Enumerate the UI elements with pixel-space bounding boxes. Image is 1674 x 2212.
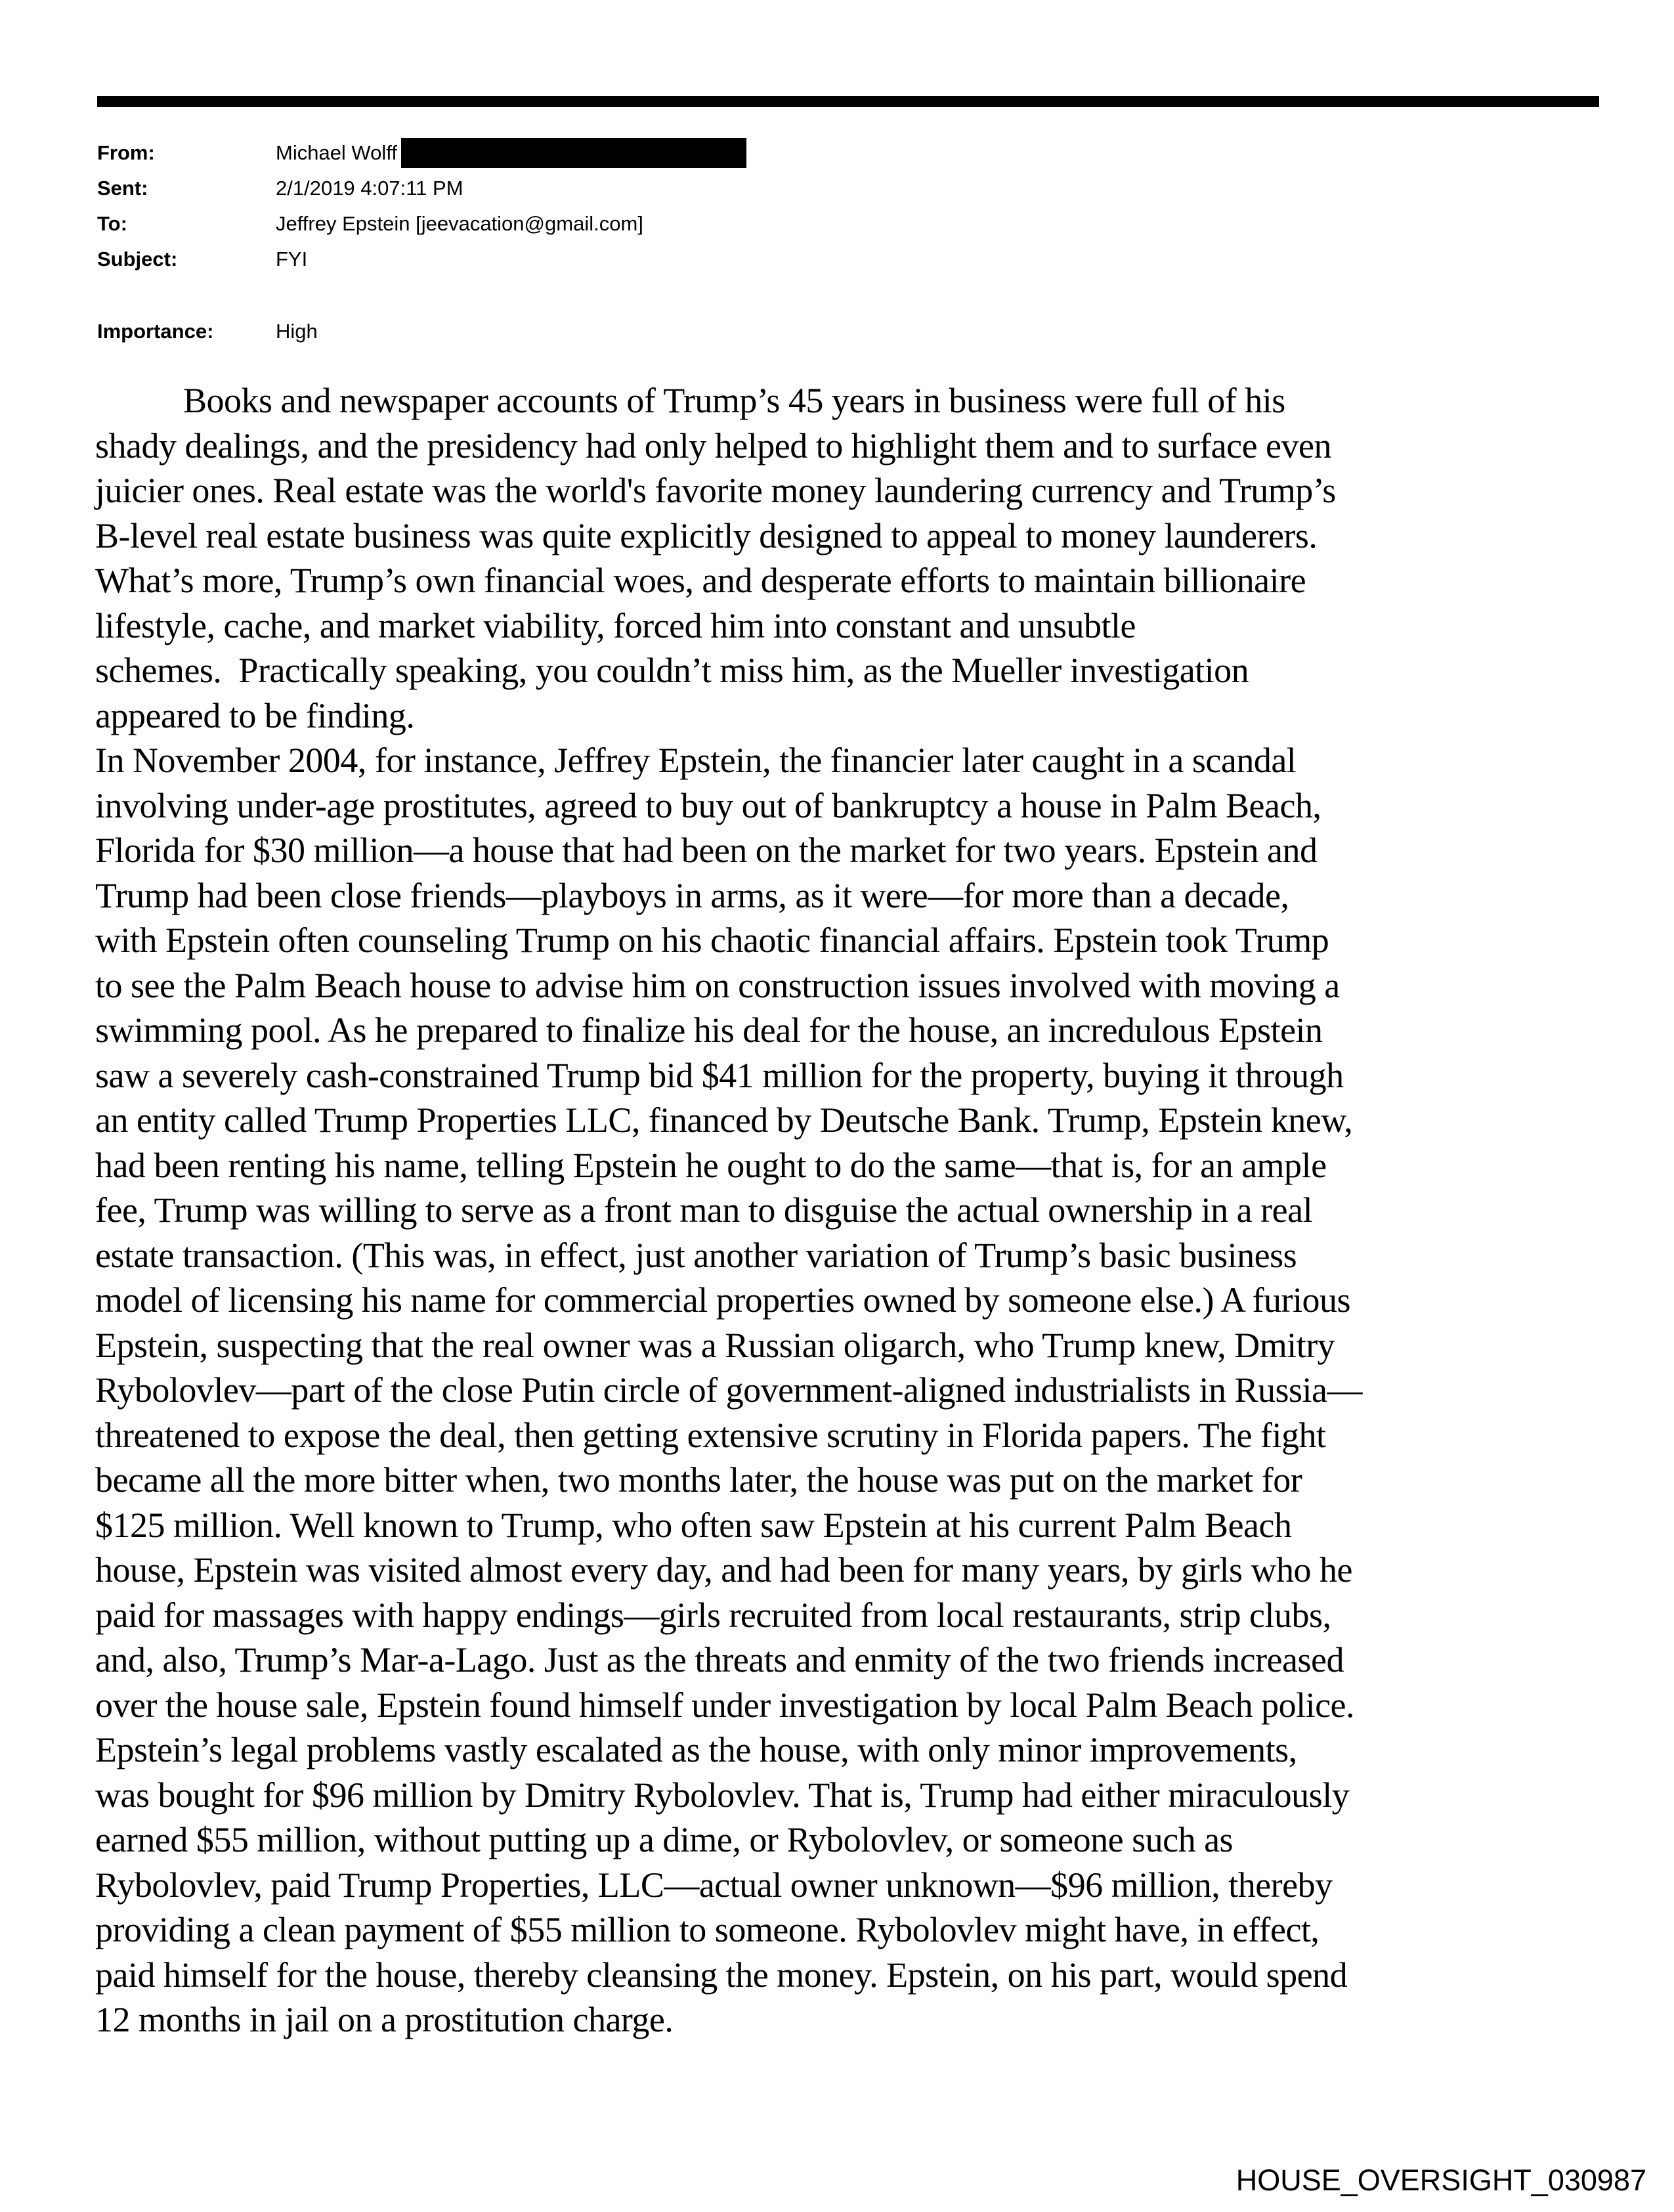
header-field-label: To:	[97, 212, 127, 235]
body-line: juicier ones. Real estate was the world's favorite money laundering currency and Trump’s	[95, 471, 1336, 510]
header-field-label: From:	[97, 141, 155, 164]
importance-row	[97, 314, 746, 349]
email-body	[95, 378, 1625, 2043]
importance-label: Importance:	[97, 320, 214, 343]
header-field-value: 2/1/2019 4:07:11 PM	[276, 177, 463, 200]
header-field-row	[97, 206, 746, 242]
header-field-label: Sent:	[97, 177, 148, 200]
header-field-value: FYI	[276, 248, 308, 271]
body-line: with Epstein often counseling Trump on his chaotic financial affairs. Epstein took Trump	[95, 921, 1329, 960]
header-field-label: Subject:	[97, 248, 178, 271]
body-line: fee, Trump was willing to serve as a front man to disguise the actual ownership in a real	[95, 1190, 1313, 1230]
body-line: over the house sale, Epstein found himself under investigation by local Palm Beach police.	[95, 1685, 1355, 1725]
header-field-row	[97, 135, 746, 171]
body-line: paid himself for the house, thereby cleansing the money. Epstein, on his part, would spend	[95, 1955, 1348, 1995]
body-line: saw a severely cash-constrained Trump bid $41 million for the property, buying it through	[95, 1055, 1344, 1095]
body-line: Epstein’s legal problems vastly escalated as the house, with only minor improvements,	[95, 1730, 1297, 1769]
body-line: model of licensing his name for commercial properties owned by someone else.) A furious	[95, 1280, 1350, 1320]
body-line: Rybolovlev, paid Trump Properties, LLC—actual owner unknown—$96 million, thereby	[95, 1865, 1333, 1905]
body-line: estate transaction. (This was, in effect, just another variation of Trump’s basic business	[95, 1235, 1297, 1275]
header-field-value: Michael Wolff	[276, 141, 397, 164]
body-line: $125 million. Well known to Trump, who often saw Epstein at his current Palm Beach	[95, 1505, 1292, 1545]
body-line: to see the Palm Beach house to advise him on construction issues involved with moving a	[95, 965, 1340, 1005]
body-line: lifestyle, cache, and market viability, forced him into constant and unsubtle	[95, 605, 1136, 645]
body-line: became all the more bitter when, two months later, the house was put on the market for	[95, 1460, 1302, 1500]
body-line: appeared to be finding.	[95, 695, 415, 735]
body-line: What’s more, Trump’s own financial woes, and desperate efforts to maintain billionaire	[95, 561, 1306, 600]
body-line: paid for massages with happy endings—girls recruited from local restaurants, strip clubs,	[95, 1595, 1331, 1635]
body-line: earned $55 million, without putting up a dime, or Rybolovlev, or someone such as	[95, 1820, 1234, 1859]
body-line: 12 months in jail on a prostitution charge.	[95, 2000, 674, 2039]
bates-number: HOUSE_OVERSIGHT_030987	[1235, 2163, 1646, 2197]
body-line: and, also, Trump’s Mar-a-Lago. Just as the threats and enmity of the two friends increased	[95, 1640, 1344, 1680]
body-line: providing a clean payment of $55 million to someone. Rybolovlev might have, in effect,	[95, 1910, 1320, 1949]
body-line: involving under-age prostitutes, agreed to buy out of bankruptcy a house in Palm Beach,	[95, 785, 1321, 825]
body-line: shady dealings, and the presidency had only helped to highlight them and to surface even	[95, 425, 1331, 466]
body-line: B-level real estate business was quite explicitly designed to appeal to money launderers.	[95, 515, 1318, 555]
redaction-bar	[401, 138, 746, 168]
body-line: Epstein, suspecting that the real owner was a Russian oligarch, who Trump knew, Dmitry	[95, 1325, 1335, 1365]
top-rule	[97, 96, 1599, 107]
body-line: Florida for $30 million—a house that had been on the market for two years. Epstein and	[95, 831, 1318, 870]
body-line: Books and newspaper accounts of Trump’s 45 years in business were full of his	[183, 381, 1285, 420]
header-field-row	[97, 171, 746, 206]
header-field-value: Jeffrey Epstein [jeevacation@gmail.com]	[276, 212, 643, 235]
body-line: had been renting his name, telling Epstein he ought to do the same—that is, for an ample	[95, 1145, 1327, 1185]
body-line: was bought for $96 million by Dmitry Rybolovlev. That is, Trump had either miraculously	[95, 1775, 1350, 1815]
email-header	[97, 135, 746, 349]
body-line: Trump had been close friends—playboys in arms, as it were—for more than a decade,	[95, 875, 1289, 915]
body-line: threatened to expose the deal, then getting extensive scrutiny in Florida papers. The fight	[95, 1415, 1326, 1455]
body-line: swimming pool. As he prepared to finalize his deal for the house, an incredulous Epstein	[95, 1010, 1323, 1050]
importance-value: High	[276, 320, 318, 343]
body-line: Rybolovlev—part of the close Putin circle of government-aligned industrialists in Russia—	[95, 1370, 1362, 1410]
header-field-list	[97, 135, 746, 277]
body-line: house, Epstein was visited almost every day, and had been for many years, by girls who he	[95, 1550, 1353, 1590]
body-line: In November 2004, for instance, Jeffrey Epstein, the financier later caught in a scandal	[95, 741, 1297, 780]
header-field-row	[97, 242, 746, 277]
body-line: an entity called Trump Properties LLC, financed by Deutsche Bank. Trump, Epstein knew,	[95, 1100, 1353, 1140]
body-line: schemes. Practically speaking, you couldn’t miss him, as the Mueller investigation	[95, 651, 1249, 690]
